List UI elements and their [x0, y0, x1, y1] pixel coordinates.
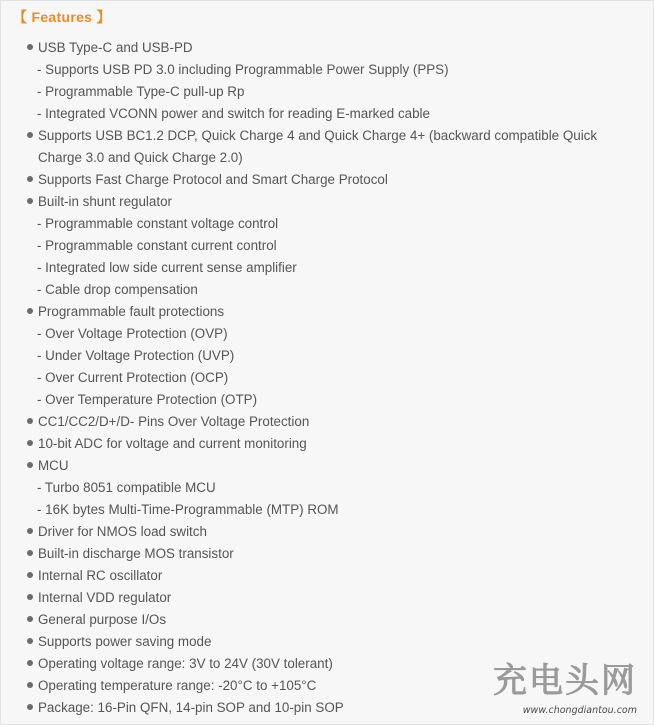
feature-subitem — [27, 257, 633, 279]
feature-subitem — [27, 213, 633, 235]
bullet-icon — [27, 44, 33, 50]
feature-subitem — [27, 345, 633, 367]
feature-item-text: Built-in discharge MOS transistor — [38, 546, 234, 561]
feature-item — [27, 301, 633, 323]
feature-item — [27, 37, 633, 59]
feature-item-text: MCU — [38, 458, 69, 473]
bullet-icon — [27, 418, 33, 424]
feature-subitem — [27, 389, 633, 411]
feature-item-text: 10-bit ADC for voltage and current monitoring — [38, 436, 307, 451]
feature-item-text: Supports USB BC1.2 DCP, Quick Charge 4 and Quick Charge 4+ (backward compatible Quick Charge 3.0 and Quick Charge 2.0) — [38, 128, 598, 165]
feature-subitem — [27, 59, 633, 81]
feature-item-text: CC1/CC2/D+/D- Pins Over Voltage Protection — [38, 414, 310, 429]
bullet-icon — [27, 616, 33, 622]
feature-item-text: Supports Fast Charge Protocol and Smart Charge Protocol — [38, 172, 388, 187]
feature-subitem-text: - Programmable constant current control — [37, 238, 277, 253]
feature-item — [27, 411, 633, 433]
feature-item — [27, 521, 633, 543]
feature-item — [27, 191, 633, 213]
feature-item — [27, 455, 633, 477]
feature-subitem-text: - Integrated low side current sense amplifier — [37, 260, 297, 275]
feature-subitem-text: - Turbo 8051 compatible MCU — [37, 480, 216, 495]
bullet-icon — [27, 660, 33, 666]
bullet-icon — [27, 528, 33, 534]
bullet-icon — [27, 308, 33, 314]
bullet-icon — [27, 462, 33, 468]
watermark-logo-text: 充电头网 — [493, 661, 637, 701]
feature-subitem — [27, 323, 633, 345]
feature-subitem-text: - 16K bytes Multi-Time-Programmable (MTP) ROM — [37, 502, 339, 517]
feature-item — [27, 631, 633, 653]
watermark-url: www.chongdiantou.com — [522, 705, 637, 716]
feature-subitem-text: - Over Voltage Protection (OVP) — [37, 326, 228, 341]
feature-subitem — [27, 367, 633, 389]
feature-subitem-text: - Supports USB PD 3.0 including Programmable Power Supply (PPS) — [37, 62, 449, 77]
features-list — [27, 37, 633, 719]
bullet-icon — [27, 198, 33, 204]
bullet-icon — [27, 550, 33, 556]
feature-item-text: Internal VDD regulator — [38, 590, 172, 605]
feature-subitem — [27, 103, 633, 125]
feature-subitem-text: - Programmable Type-C pull-up Rp — [37, 84, 245, 99]
feature-subitem — [27, 235, 633, 257]
bullet-icon — [27, 704, 33, 710]
watermark-logo — [493, 661, 639, 718]
feature-item — [27, 433, 633, 455]
feature-subitem-text: - Programmable constant voltage control — [37, 216, 279, 231]
feature-subitem-text: - Cable drop compensation — [37, 282, 198, 297]
feature-item — [27, 543, 633, 565]
feature-item — [27, 565, 633, 587]
feature-item-text: Package: 16-Pin QFN, 14-pin SOP and 10-pin SOP — [38, 700, 344, 715]
feature-subitem-text: - Over Current Protection (OCP) — [37, 370, 229, 385]
feature-subitem — [27, 499, 633, 521]
feature-item-text: USB Type-C and USB-PD — [38, 40, 193, 55]
feature-item-text: Operating temperature range: -20°C to +105°C — [38, 678, 317, 693]
feature-item — [27, 125, 633, 169]
feature-subitem — [27, 81, 633, 103]
feature-subitem-text: - Over Temperature Protection (OTP) — [37, 392, 258, 407]
feature-subitem-text: - Under Voltage Protection (UVP) — [37, 348, 235, 363]
feature-item-text: Operating voltage range: 3V to 24V (30V tolerant) — [38, 656, 333, 671]
features-heading: 【 Features 】 — [13, 9, 111, 25]
bullet-icon — [27, 132, 33, 138]
feature-item-text: Programmable fault protections — [38, 304, 225, 319]
feature-subitem-text: - Integrated VCONN power and switch for reading E-marked cable — [37, 106, 430, 121]
feature-item — [27, 587, 633, 609]
bullet-icon — [27, 176, 33, 182]
feature-item-text: Supports power saving mode — [38, 634, 212, 649]
feature-item — [27, 609, 633, 631]
bullet-icon — [27, 594, 33, 600]
bullet-icon — [27, 572, 33, 578]
feature-subitem — [27, 279, 633, 301]
feature-subitem — [27, 477, 633, 499]
bullet-icon — [27, 440, 33, 446]
feature-item-text: General purpose I/Os — [38, 612, 167, 627]
feature-item-text: Built-in shunt regulator — [38, 194, 172, 209]
feature-item — [27, 169, 633, 191]
feature-item-text: Internal RC oscillator — [38, 568, 163, 583]
bullet-icon — [27, 682, 33, 688]
bullet-icon — [27, 638, 33, 644]
feature-item-text: Driver for NMOS load switch — [38, 524, 207, 539]
